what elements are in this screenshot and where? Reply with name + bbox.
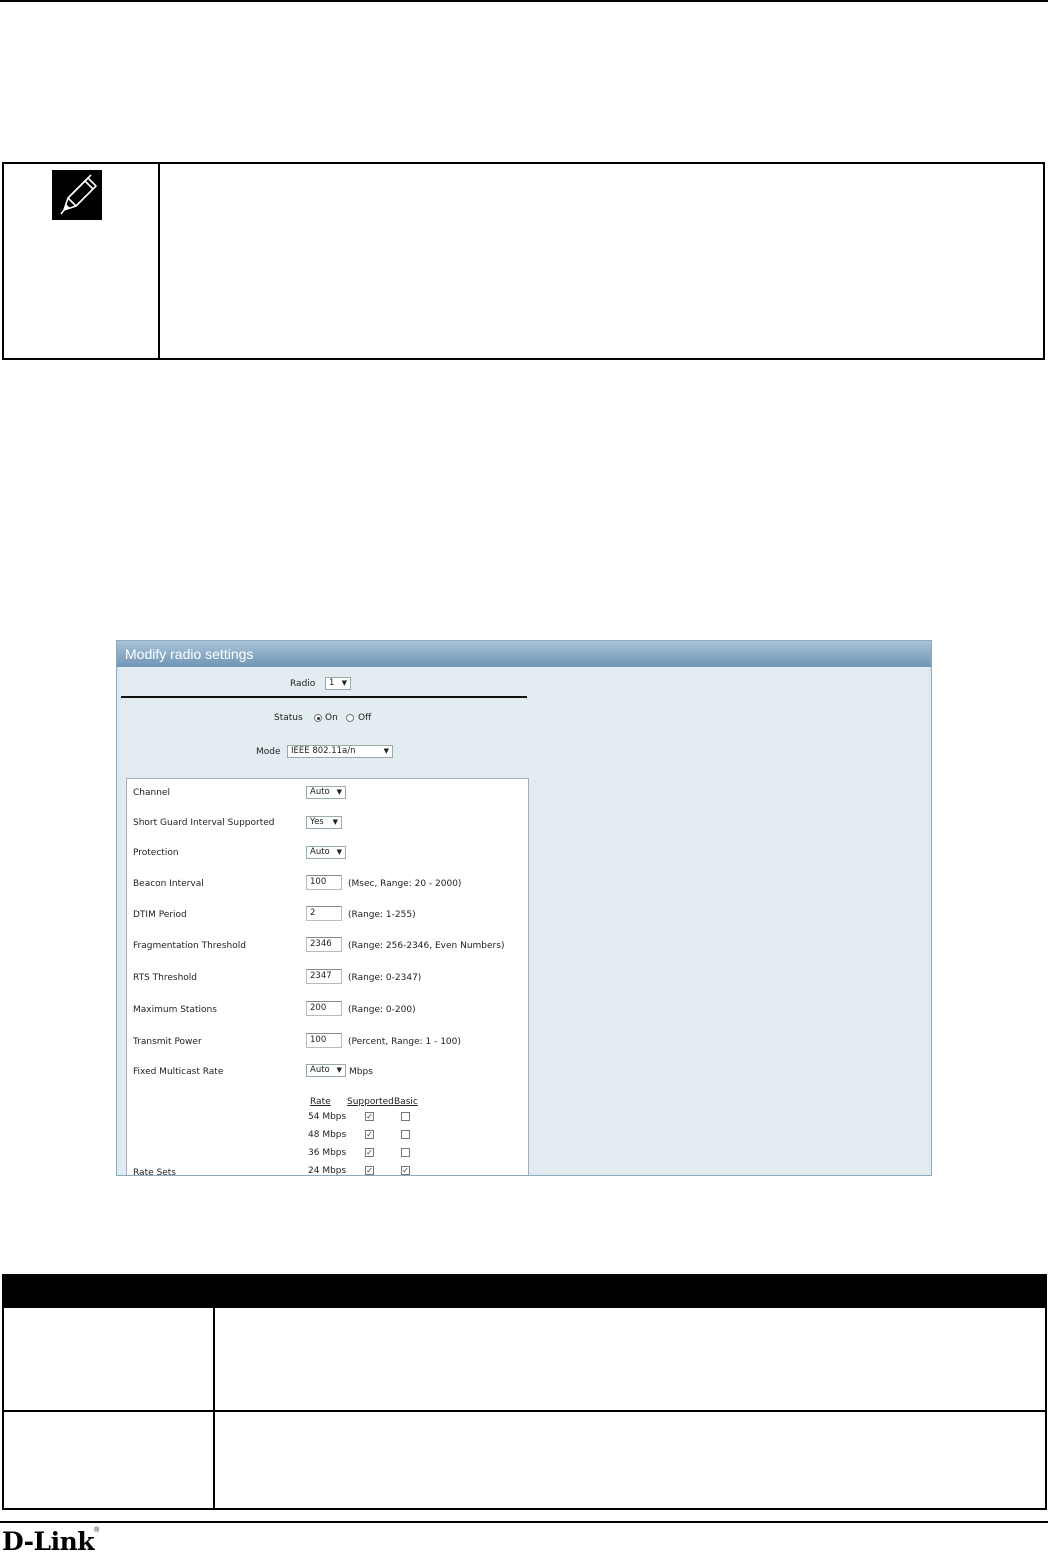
supported-24-checkbox[interactable]: ✓	[366, 1166, 373, 1175]
status-label: Status	[274, 713, 303, 723]
supported-36-checkbox[interactable]: ✓	[366, 1148, 373, 1157]
multicast-label: Fixed Multicast Rate	[133, 1067, 224, 1077]
frag-hint: (Range: 256-2346, Even Numbers)	[348, 941, 505, 951]
short-guard-select[interactable]	[306, 816, 342, 829]
short-guard-label: Short Guard Interval Supported	[133, 818, 275, 828]
protection-label: Protection	[133, 848, 179, 858]
basic-48-checkbox[interactable]	[401, 1130, 410, 1139]
short-guard-select-value: Yes	[310, 817, 324, 827]
rate-24: 24 Mbps	[308, 1166, 347, 1176]
status-off-label: Off	[358, 713, 372, 723]
rts-hint: (Range: 0-2347)	[348, 973, 422, 983]
multicast-select[interactable]	[306, 1064, 346, 1077]
radio-label: Radio	[290, 679, 316, 689]
panel-body	[121, 667, 927, 1176]
basic-54-checkbox[interactable]	[401, 1112, 410, 1121]
channel-select[interactable]	[306, 786, 346, 799]
radio-select-value: 1	[329, 678, 335, 688]
trademark-symbol: ®	[94, 1527, 99, 1534]
supported-54-checkbox[interactable]: ✓	[366, 1112, 373, 1121]
settings-panel	[126, 778, 529, 1176]
rts-label: RTS Threshold	[133, 973, 198, 983]
rate-sets-label: Rate Sets	[133, 1168, 176, 1176]
panel-title: Modify radio settings	[117, 641, 931, 667]
max-stations-hint: (Range: 0-200)	[348, 1005, 416, 1015]
mode-label: Mode	[256, 747, 281, 757]
chevron-down-icon: ▼	[336, 788, 342, 796]
tx-power-hint: (Percent, Range: 1 - 100)	[348, 1037, 461, 1047]
basic-24-checkbox[interactable]: ✓	[402, 1166, 409, 1175]
channel-select-value: Auto	[310, 787, 330, 797]
radio-divider	[121, 696, 527, 698]
status-on-label: On	[325, 713, 338, 723]
chevron-down-icon: ▼	[336, 848, 342, 856]
tx-power-input[interactable]: 100	[306, 1033, 342, 1048]
multicast-select-value: Auto	[310, 1065, 330, 1075]
protection-select-value: Auto	[310, 847, 330, 857]
footer-rule	[0, 1521, 1048, 1523]
chevron-down-icon: ▼	[341, 679, 347, 687]
rate-header: Rate	[310, 1097, 331, 1107]
chevron-down-icon: ▼	[336, 1066, 342, 1074]
mode-select-value: IEEE 802.11a/n	[291, 746, 356, 756]
basic-header: Basic	[394, 1097, 418, 1107]
dtim-hint: (Range: 1-255)	[348, 910, 416, 920]
status-off-radio[interactable]	[346, 714, 354, 722]
beacon-label: Beacon Interval	[133, 879, 204, 889]
radio-select[interactable]	[325, 677, 351, 690]
multicast-unit: Mbps	[349, 1067, 373, 1077]
dlink-logo	[2, 1527, 99, 1556]
mode-select[interactable]	[287, 745, 393, 758]
radio-settings-screenshot	[116, 640, 932, 1176]
logo-text: D-Link	[2, 1527, 95, 1556]
dtim-input[interactable]: 2	[306, 906, 342, 921]
status-on-radio[interactable]	[314, 714, 322, 722]
frag-input[interactable]: 2346	[306, 937, 342, 952]
table-column-divider	[213, 1308, 215, 1508]
channel-label: Channel	[133, 788, 170, 798]
note-box	[2, 162, 1045, 360]
chevron-down-icon: ▼	[332, 818, 338, 826]
protection-select[interactable]	[306, 846, 346, 859]
rate-54: 54 Mbps	[308, 1112, 347, 1122]
dtim-label: DTIM Period	[133, 910, 187, 920]
supported-header: Supported	[347, 1097, 394, 1107]
max-stations-label: Maximum Stations	[133, 1005, 217, 1015]
beacon-hint: (Msec, Range: 20 - 2000)	[348, 879, 462, 889]
rate-48: 48 Mbps	[308, 1130, 347, 1140]
frag-label: Fragmentation Threshold	[133, 941, 246, 951]
supported-48-checkbox[interactable]: ✓	[366, 1130, 373, 1139]
tx-power-label: Transmit Power	[133, 1037, 202, 1047]
table-row-divider	[4, 1410, 1045, 1412]
pencil-note-icon	[52, 170, 102, 220]
rate-36: 36 Mbps	[308, 1148, 347, 1158]
note-divider	[158, 164, 160, 358]
beacon-input[interactable]: 100	[306, 875, 342, 890]
rts-input[interactable]: 2347	[306, 969, 342, 984]
table-header	[4, 1276, 1045, 1308]
max-stations-input[interactable]: 200	[306, 1001, 342, 1016]
parameter-table	[2, 1274, 1047, 1510]
basic-36-checkbox[interactable]	[401, 1148, 410, 1157]
top-rule	[0, 0, 1048, 2]
chevron-down-icon: ▼	[383, 747, 389, 755]
